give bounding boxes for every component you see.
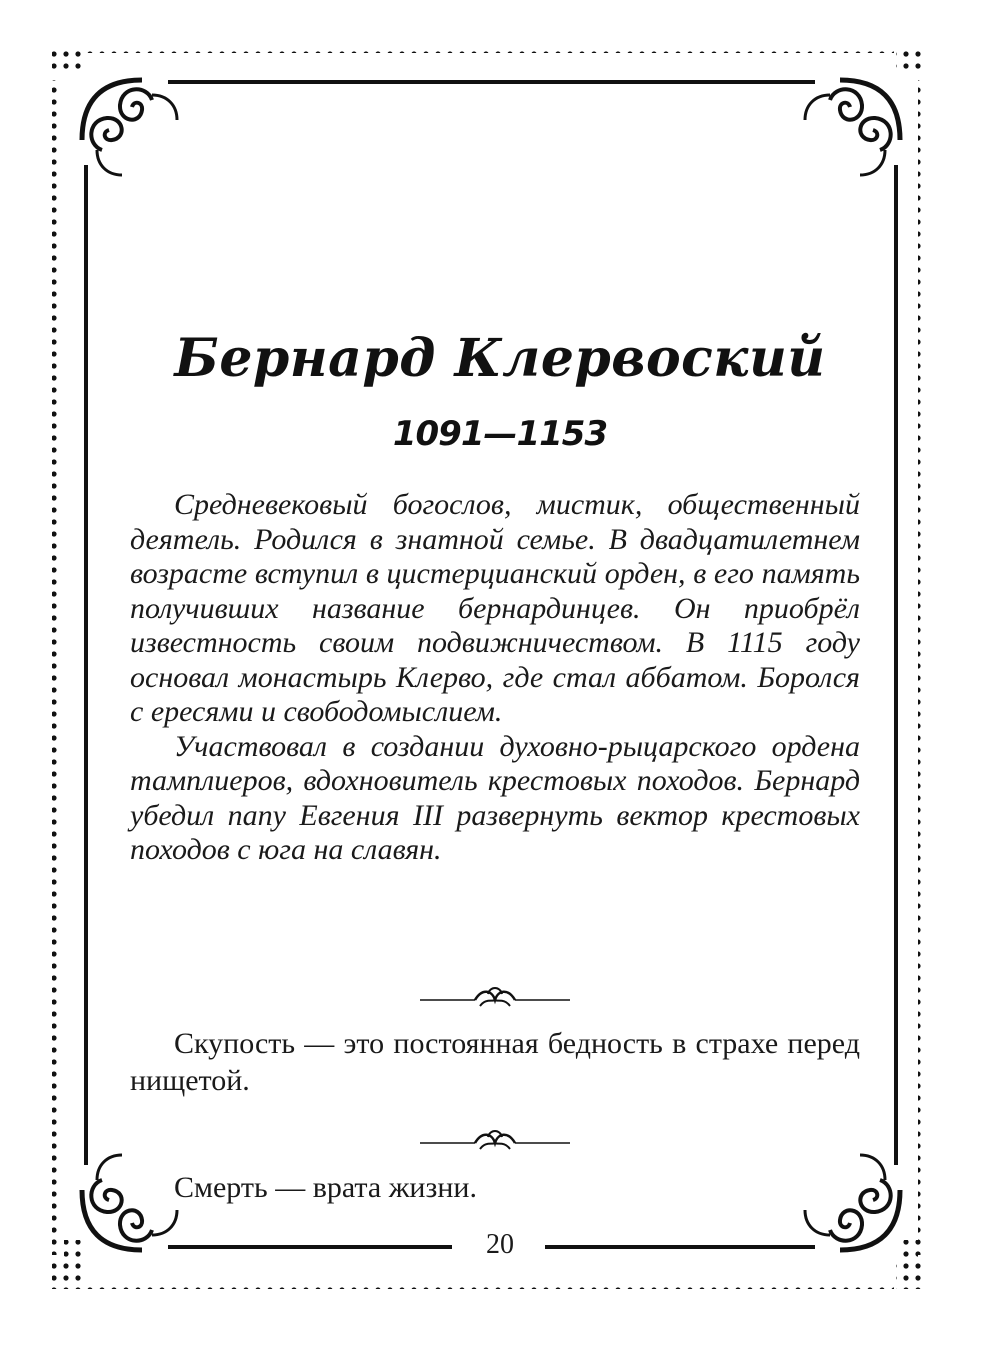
biography-paragraph: Средневековый богослов, мистик, общественный деятель. Родился в знатной семье. В двадцатилетнем возрасте вступил в цистерцианский орден, в его память получивших название бернардинцев. Он приобрёл известность своим подвижничеством. В 1115 году основал монастырь Клерво, где стал аббатом. Боролся с ересями и свободомыслием. bbox=[130, 488, 860, 728]
floral-divider-icon bbox=[420, 984, 570, 1014]
dotted-border-top bbox=[82, 45, 894, 53]
biography bbox=[130, 488, 860, 868]
quote-text: Скупость — это постоянная бедность в страхе перед нищетой. bbox=[130, 1027, 860, 1097]
page-title: Бернард Клервоский bbox=[174, 328, 826, 389]
dotted-border-left bbox=[52, 80, 60, 1255]
quote-text: Смерть — врата жизни. bbox=[174, 1171, 477, 1204]
dotted-border-right bbox=[918, 80, 926, 1255]
quote bbox=[130, 1025, 860, 1099]
biography-paragraph: Участвовал в создании духовно-рыцарского ордена тамплиеров, вдохновитель крестовых походов. Бернард убедил папу Евгения III развернуть вектор крестовых походов с юга на славян. bbox=[130, 729, 860, 866]
scroll-ornament-icon bbox=[805, 80, 900, 175]
dotted-border-bottom bbox=[82, 1281, 894, 1289]
page-number: 20 bbox=[486, 1229, 514, 1260]
floral-divider-icon bbox=[420, 1127, 570, 1157]
life-years: 1091—1153 bbox=[392, 414, 608, 454]
quote bbox=[130, 1169, 860, 1206]
scroll-ornament-icon bbox=[82, 80, 177, 175]
